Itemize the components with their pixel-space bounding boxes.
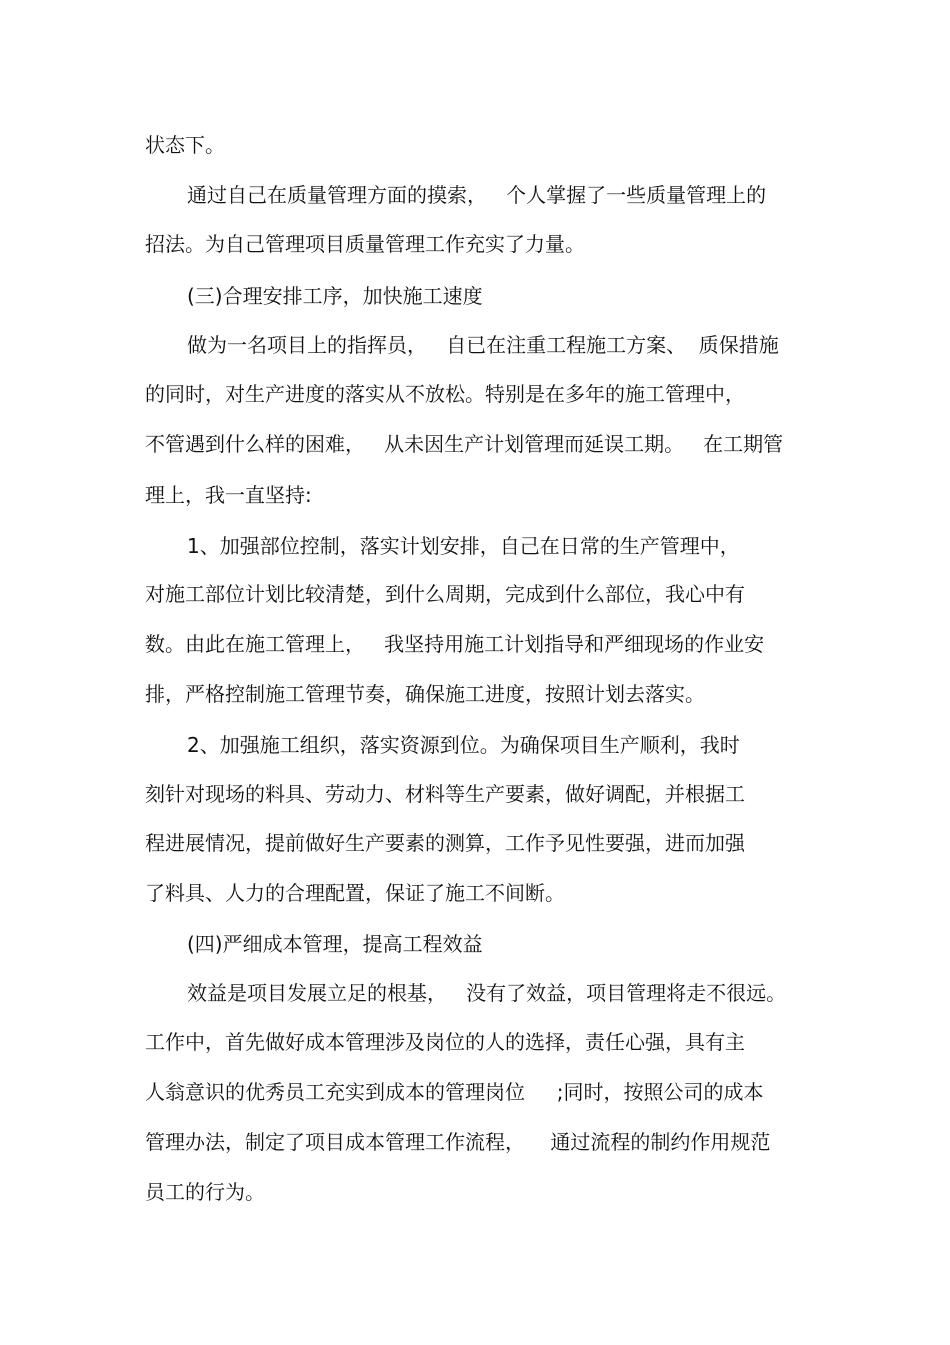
body-text-line: 做为一名项目上的指挥员， 自已在注重工程施工方案、 质保措施 xyxy=(187,333,779,357)
body-text-line: 管理办法，制定了项目成本管理工作流程， 通过流程的制约作用规范 xyxy=(145,1130,771,1154)
body-text-line: 人翁意识的优秀员工充实到成本的管理岗位 ;同时，按照公司的成本 xyxy=(145,1080,764,1104)
list-item-text: 1、加强部位控制，落实计划安排，自己在日常的生产管理中， xyxy=(187,534,740,558)
body-text-line: 理上，我一直坚持: xyxy=(145,483,312,507)
section-heading: (四)严细成本管理，提高工程效益 xyxy=(187,932,483,956)
list-item-text: 2、加强施工组织，落实资源到位。为确保项目生产顺利，我时 xyxy=(187,733,740,757)
body-text-line: 员工的行为。 xyxy=(145,1180,265,1204)
body-text-line: 了料具、人力的合理配置，保证了施工不间断。 xyxy=(145,881,565,905)
body-text-line: 招法。为自己管理项目质量管理工作充实了力量。 xyxy=(145,232,585,256)
body-text-line: 数。由此在施工管理上， 我坚持用施工计划指导和严细现场的作业安 xyxy=(145,632,765,656)
body-text-line: 状态下。 xyxy=(145,133,225,157)
body-text-line: 工作中，首先做好成本管理涉及岗位的人的选择，责任心强，具有主 xyxy=(145,1030,745,1054)
body-text-line: 刻针对现场的料具、劳动力、材料等生产要素，做好调配，并根据工 xyxy=(145,782,745,806)
body-text-line: 通过自己在质量管理方面的摸索， 个人掌握了一些质量管理上的 xyxy=(187,183,767,207)
body-text-line: 效益是项目发展立足的根基， 没有了效益，项目管理将走不很远。 xyxy=(187,981,787,1005)
body-text-line: 不管遇到什么样的困难， 从未因生产计划管理而延误工期。 在工期管 xyxy=(145,432,784,456)
body-text-line: 程进展情况，提前做好生产要素的测算，工作予见性要强，进而加强 xyxy=(145,831,745,855)
body-text-line: 对施工部位计划比较清楚，到什么周期，完成到什么部位，我心中有 xyxy=(145,582,745,606)
body-text-line: 排，严格控制施工管理节奏，确保施工进度，按照计划去落实。 xyxy=(145,682,705,706)
section-heading: (三)合理安排工序，加快施工速度 xyxy=(187,284,483,308)
body-text-line: 的同时，对生产进度的落实从不放松。特别是在多年的施工管理中， xyxy=(145,382,745,406)
